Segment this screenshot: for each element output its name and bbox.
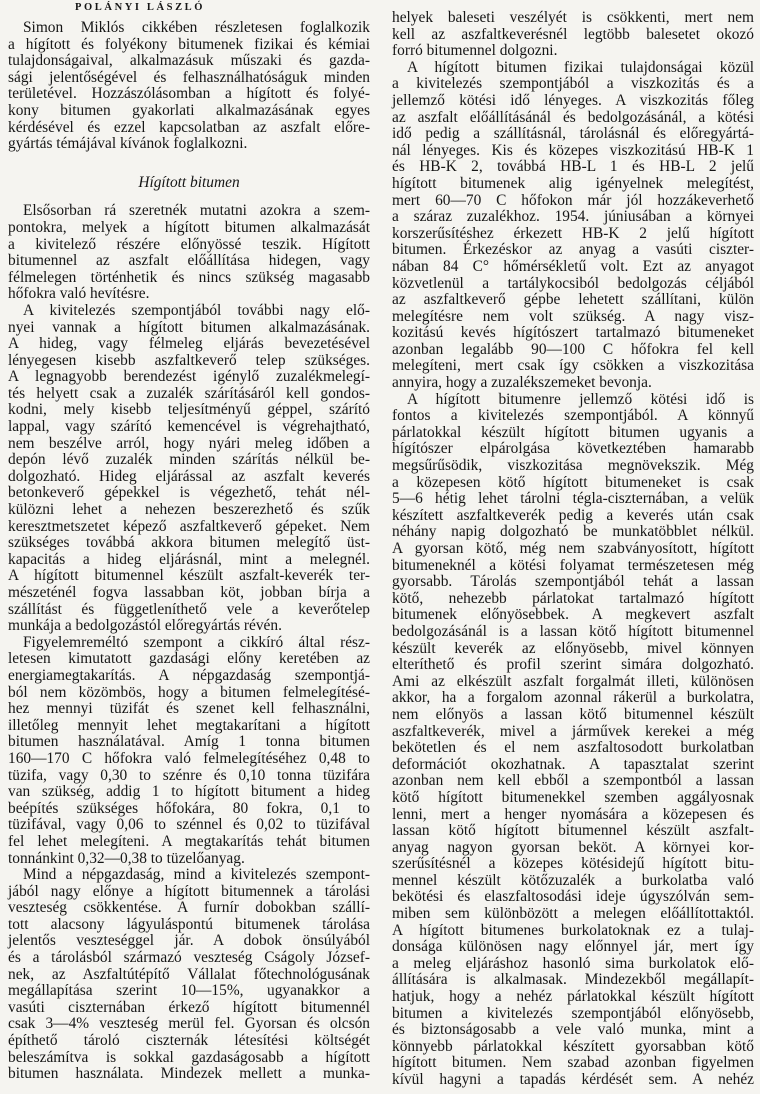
- text-line: kötő hígított bitumenekkel szemben aggályosnak: [392, 788, 754, 806]
- text-line: készült keverék az előnyösebb, mivel könnyen: [392, 639, 754, 657]
- text-line: területével. Hozzászólásomban a hígított és folyé-: [8, 85, 370, 103]
- text-line: bitumen. Érkezéskor az anyag a vasúti ciszter-: [392, 241, 754, 259]
- text-line: Elsősorban rá szeretnék mutatni azokra a szem-: [23, 202, 370, 220]
- text-line: lassan kötő hígított bitumennel készült aszfalt-: [392, 822, 754, 840]
- text-line: kony bitumen gyakorlati alkalmazásának egyes: [8, 101, 370, 119]
- text-line: tott alacsony lágyuláspontú bitumenek tárolása: [8, 915, 370, 933]
- text-line: azonban legalább 90—100 C hőfokra fel kell: [392, 340, 754, 358]
- text-line: a meleg eljáráshoz hasonló sima burkolatok elő-: [392, 954, 754, 972]
- text-line: illetőleg mennyit lehet megtakarítani a hígított: [8, 716, 370, 734]
- text-line: Mind a népgazdaság, mind a kivitelezés szempont-: [23, 866, 370, 884]
- text-line: beleszámítva is sokkal gazdaságosabb a hígított: [8, 1048, 370, 1066]
- text-line: szállítást és függetleníthető vele a keverőtelep: [8, 600, 370, 618]
- text-line: lényegesen kisebb aszfaltkeverő telep szükséges.: [8, 351, 370, 369]
- text-line: nek, az Aszfaltútépítő Vállalat főtechnológusának: [8, 965, 370, 983]
- text-line: bitumen használatával. Amíg 1 tonna bitumen: [8, 733, 370, 751]
- text-line: jából nagy előnye a hígított bitumennek a tárolási: [8, 882, 370, 900]
- paragraph: [392, 10, 754, 60]
- text-line: melegítésre nem volt szükség. A nagy visz-: [392, 307, 754, 325]
- intro-text: [8, 20, 370, 153]
- text-line: gyártás témájával kívánok foglalkozni.: [8, 135, 248, 153]
- text-line: azonban nem kell ebből a szempontból a lassan: [392, 772, 754, 790]
- text-line: pontokra, melyek a hígított bitumen alkalmazását: [8, 218, 370, 236]
- text-line: aszfaltkeverék, mivel a járművek kerekei a még: [392, 722, 754, 740]
- text-line: akkor, ha a forgalom azonnal rákerül a burkolatra,: [392, 689, 754, 707]
- text-line: melegíteni, mert csak így csökken a viszkozitása: [392, 357, 754, 375]
- paragraph: [8, 203, 370, 303]
- text-line: forró bitumennel dolgozni.: [392, 42, 558, 60]
- text-line: hőfokra való hevítésre.: [8, 285, 150, 303]
- paragraph: [8, 303, 370, 635]
- text-line: A legnagyobb berendezést igénylő zuzalékmelegí-: [8, 368, 370, 386]
- text-line: energiamegtakarítás. A népgazdaság szempontjá-: [8, 666, 370, 684]
- text-line: munkája a bedolgozástól előregyártás révén.: [8, 617, 282, 635]
- text-line: bitumen a kivitelezés szempontjából előnyösebb,: [392, 1004, 754, 1022]
- text-line: tüzifa, vagy 0,30 to szénre és 0,10 tonna tüzifára: [8, 766, 370, 784]
- text-line: építhető tároló ciszternák létesítési költségét: [8, 1032, 370, 1050]
- text-line: megsűrűsödik, viszkozitása megnövekszik. Még: [392, 457, 754, 475]
- text-line: bitumeneknél a kötési folyamat természetesen még: [392, 556, 754, 574]
- text-line: bekötési és elaszfaltosodási ideje úgyszólván sem-: [392, 888, 754, 906]
- text-line: fontos a kivitelezés szempontjából. A könnyű: [392, 407, 754, 425]
- text-line: dolgozható. Hideg eljárással az aszfalt keverés: [8, 467, 370, 485]
- running-header-author: POLÁNYI LÁSZLÓ: [75, 2, 206, 13]
- text-line: párlatokkal készült hígított bitumen ugyanis a: [392, 423, 754, 441]
- text-line: annyira, hogy a zuzalékszemeket bevonja.: [392, 374, 652, 392]
- text-line: nál lényeges. Kis és közepes viszkozitású HB-K 1: [392, 141, 754, 159]
- text-line: 160—170 C hőfokra való felmelegítéséhez 0,48 to: [8, 749, 370, 767]
- text-line: csak 3—4% veszteség merül fel. Gyorsan és olcsón: [8, 1015, 370, 1033]
- text-line: az aszfalt előállításánál és bedolgozásánál, a kötési: [392, 108, 754, 126]
- text-line: nem előnyös a lassan kötő bitumennel készült: [392, 705, 754, 723]
- text-line: tés helyett csak a zuzalék szárításáról kell gondos-: [8, 384, 370, 402]
- text-line: kozitású kevés hígítószert tartalmazó bitumeneket: [392, 324, 754, 342]
- text-line: kívül hagyni a tapadás kérdését sem. A nehéz: [392, 1071, 754, 1088]
- text-line: a kivitelező részére előnyössé teszik. Hígított: [8, 235, 370, 253]
- text-line: Simon Miklós cikkében részletesen foglalkozik: [23, 19, 370, 36]
- text-line: kérdésével és ezzel kapcsolatban az aszfalt előre-: [8, 118, 370, 136]
- text-line: ból nem közömbös, hogy a bitumen felmelegítésé-: [8, 683, 370, 701]
- text-line: néhány napig dolgozható be munkatöbblet nélkül.: [392, 523, 754, 541]
- text-line: szükséges továbbá akkora bitumen melegítő üst-: [8, 534, 370, 552]
- text-line: A hígított bitumen fizikai tulajdonságai közül: [407, 58, 754, 76]
- text-line: kötő, nehezebb párlatokat tartalmazó hígított: [392, 589, 754, 607]
- text-line: betonkeverő gépekkel is végezhető, tehát nél-: [8, 484, 370, 502]
- text-line: állítására is alkalmasak. Mindezekből megállapít-: [392, 971, 754, 989]
- text-line: A hígított bitumenes burkolatoknak ez a tulaj-: [392, 921, 754, 939]
- text-line: helyek baleseti veszélyét is csökkenti, mert nem: [392, 9, 754, 26]
- text-line: tulajdonságaival, alkalmazásuk műszaki és gazda-: [8, 52, 370, 70]
- text-line: A hideg, vagy félmeleg eljárás bevezetésével: [8, 335, 370, 353]
- text-line: szerűsítésnél a közepes kötésidejű hígított bitu-: [392, 855, 754, 873]
- text-line: A kivitelezés szempontjából további nagy elő-: [23, 301, 370, 319]
- text-line: jellemző kötési idő lényeges. A viszkozitás főleg: [392, 91, 754, 109]
- text-line: bitumennel az aszfalt előállítása hidegen, vagy: [8, 252, 370, 270]
- text-line: bitumen használata. Mindezek mellett a munka-: [8, 1065, 370, 1083]
- text-line: vasúti ciszternában érkező hígított bitumennél: [8, 998, 370, 1016]
- text-line: mennel készült kötőzuzalék a burkolatba való: [392, 871, 754, 889]
- paragraph: [8, 867, 370, 1083]
- text-line: sági jelentőségével és felhasználhatóságuk minden: [8, 68, 370, 86]
- text-line: bedolgozásánál is a lassan kötő hígított bitumennel: [392, 622, 754, 640]
- text-line: A gyorsan kötő, még nem szabványosított, hígított: [392, 540, 754, 557]
- text-line: félmelegen történhetik és nincs szükség magasabb: [8, 268, 370, 286]
- left-column: [8, 20, 370, 1083]
- text-line: jelentős veszteséggel jár. A dobok önsúlyából: [8, 932, 370, 950]
- text-line: van szükség, addig 1 to hígított bitument a hideg: [8, 783, 370, 801]
- text-line: kodni, mely kisebb teljesítményű géppel, szárító: [8, 401, 370, 419]
- text-line: fel lehet melegíteni. A megtakarítás tehát bitumen: [8, 832, 370, 850]
- text-line: kell az aszfaltkeverésnél legtöbb balesetet okozó: [392, 25, 754, 43]
- right-column: [392, 10, 754, 1089]
- text-line: mert 60—70 C hőfokon már jól hozzákeverhető: [392, 191, 754, 209]
- text-line: és a tárolásból származó veszteség Cságoly József-: [8, 949, 370, 967]
- text-line: miben sem különbözött a melegen előállítottaktól.: [392, 905, 754, 923]
- text-line: nában 84 C° hőmérsékletű volt. Ezt az anyagot: [392, 257, 754, 275]
- text-line: beépítés szükséges hőfokára, 80 fokra, 0,1 to: [8, 799, 370, 817]
- text-line: lappal, vagy szárító kemencével is végrehajtható,: [8, 418, 370, 436]
- text-line: a száraz zuzalékhoz. 1954. júniusában a környei: [392, 208, 754, 226]
- text-line: és HB-K 2, továbbá HB-L 1 és HB-L 2 jelű: [392, 158, 754, 176]
- text-line: megállapítása szerint 10—15%, ugyanakkor a: [8, 982, 370, 1000]
- text-line: nyei vannak a hígított bitumen alkalmazásának.: [8, 318, 370, 336]
- text-line: tüzifával, vagy 0,06 to szénnel és 0,02 to tüzifával: [8, 816, 370, 834]
- text-line: donsága különösen nagy előnnyel jár, mert így: [392, 938, 754, 956]
- text-line: letesen kimutatott gazdasági előny keretében az: [8, 650, 370, 668]
- text-line: külözni lehet a nehezen beszerezhető és szűk: [8, 501, 370, 519]
- text-line: a hígított és folyékony bitumenek fizikai és kémiai: [8, 35, 370, 53]
- text-line: depón lévő zuzalék minden szárítás nélkül be-: [8, 451, 370, 469]
- section-heading: Hígított bitumen: [138, 173, 240, 191]
- text-line: deformációt okozhatnak. A tapasztalat szerint: [392, 755, 754, 773]
- text-line: közvetlenül a tartálykocsiból bedolgozás céljából: [392, 274, 754, 292]
- text-line: hígítószer elpárolgása következtében hamarabb: [392, 440, 754, 458]
- text-line: mészeténél fogva lassabban köt, jobban bírja a: [8, 584, 370, 601]
- text-line: nem beszélve arról, hogy nyári meleg időben a: [8, 434, 370, 452]
- text-line: hígított bitumen. Nem szabad azonban figyelmen: [392, 1054, 754, 1072]
- text-line: bekötetlen és el nem aszfaltosodott burkolatban: [392, 739, 754, 757]
- text-line: lenni, mert a henger nyomására a közepesen és: [392, 805, 754, 823]
- text-line: könnyebb párlatokkal készített gyorsabban kötő: [392, 1037, 754, 1055]
- text-line: Figyelemreméltó szempont a cikkíró által rész-: [23, 633, 370, 651]
- text-line: készített aszfaltkeverék pedig a keverés után csak: [392, 506, 754, 524]
- paragraph: [8, 20, 370, 153]
- text-line: és biztonságosabb a vele való munka, mint a: [392, 1021, 754, 1039]
- text-line: bitumenek előnyösebbek. A megkevert aszfalt: [392, 606, 754, 624]
- text-line: hez mennyi tüzifát és szenet kell felhasználni,: [8, 700, 370, 718]
- paragraph: [392, 60, 754, 392]
- text-line: gyorsabb. Tárolás szempontjából tehát a lassan: [392, 573, 754, 591]
- text-line: 5—6 hétig lehet tárolni tégla-ciszternában, a velük: [392, 490, 754, 508]
- text-line: tonnánkint 0,32—0,38 to tüzelőanyag.: [8, 849, 245, 867]
- text-line: hígított bitumenek alig igényelnek melegítést,: [392, 174, 754, 192]
- text-line: idő pedig a szállításnál, tárolásnál és előregyártá-: [392, 125, 754, 143]
- text-line: veszteség csökkentése. A furnír dobokban szállí-: [8, 899, 370, 917]
- text-line: kapacitás a hideg eljárásnál, mint a melegnél.: [8, 550, 370, 568]
- text-line: elteríthető és profil szerint simára dolgozható.: [392, 656, 754, 674]
- section-body: [8, 203, 370, 1082]
- text-line: a kivitelezés szempontjából a viszkozitás és a: [392, 75, 754, 93]
- text-line: a közepesen kötő hígított bitumeneket is csak: [392, 473, 754, 491]
- paragraph: [8, 635, 370, 867]
- text-line: az aszfaltkeverő gépbe lehetett szállítani, külön: [392, 291, 754, 309]
- paragraph: [392, 392, 754, 1089]
- text-line: A hígított bitumenre jellemző kötési idő is: [407, 390, 754, 408]
- text-line: anyag nagyon gyorsan beköt. A környei kor-: [392, 838, 754, 856]
- text-line: Ami az elkészült aszfalt forgalmát illeti, különösen: [392, 672, 754, 690]
- section-body-continued: [392, 10, 754, 1089]
- text-line: korszerűsítéshez érkezett HB-K 2 jelű hígított: [392, 224, 754, 242]
- text-line: keresztmetszetet képező aszfaltkeverő gépeket. Nem: [8, 517, 370, 535]
- text-line: A hígított bitumennel készült aszfalt-keverék ter-: [8, 567, 370, 585]
- text-line: hatjuk, hogy a nehéz párlatokkal készült hígított: [392, 988, 754, 1006]
